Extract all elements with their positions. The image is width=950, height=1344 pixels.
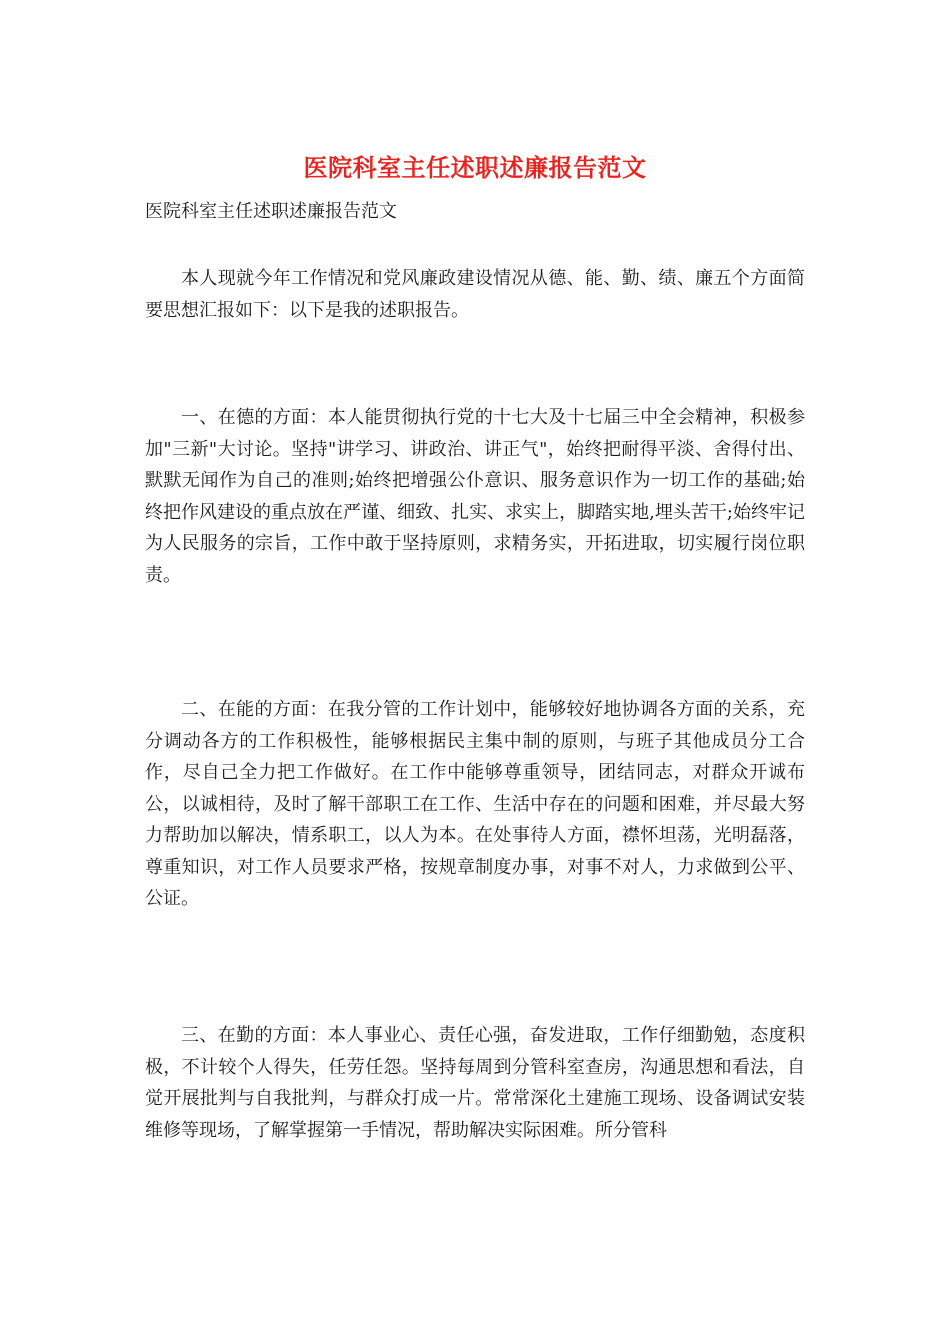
paragraph-morality: 一、在德的方面：本人能贯彻执行党的十七大及十七届三中全会精神，积极参加"三新"大讨论。坚持"讲学习、讲政治、讲正气"，始终把耐得平淡、舍得付出、默默无闻作为自己的准则;始终把增强公仆意识、服务意识作为一切工作的基础;始终把作风建设的重点放在严谨、细致、扎实、求实上，脚踏实地,埋头苦干;始终牢记为人民服务的宗旨，工作中敢于坚持原则，求精务实，开拓进取，切实履行岗位职责。 [145,407,805,586]
paragraph-intro: 本人现就今年工作情况和党风廉政建设情况从德、能、勤、绩、廉五个方面简要思想汇报如下：以下是我的述职报告。 [145,268,805,321]
paragraph-diligence: 三、在勤的方面：本人事业心、责任心强，奋发进取，工作仔细勤勉，态度积极，不计较个人得失，任劳任怨。坚持每周到分管科室查房，沟通思想和看法，自觉开展批判与自我批判，与群众打成一片。常常深化土建施工现场、设备调试安装维修等现场，了解掌握第一手情况，帮助解决实际困难。所分管科 [145,1025,805,1141]
document-subtitle: 医院科室主任述职述廉报告范文 [145,201,397,222]
document-title: 医院科室主任述职述廉报告范文 [303,153,647,182]
paragraph-ability: 二、在能的方面：在我分管的工作计划中，能够较好地协调各方面的关系，充分调动各方的工作积极性，能够根据民主集中制的原则，与班子其他成员分工合作，尽自己全力把工作做好。在工作中能够尊重领导，团结同志，对群众开诚布公，以诚相待，及时了解干部职工在工作、生活中存在的问题和困难，并尽最大努力帮助加以解决，情系职工，以人为本。在处事待人方面，襟怀坦荡，光明磊落，尊重知识，对工作人员要求严格，按规章制度办事，对事不对人，力求做到公平、公证。 [145,699,805,909]
